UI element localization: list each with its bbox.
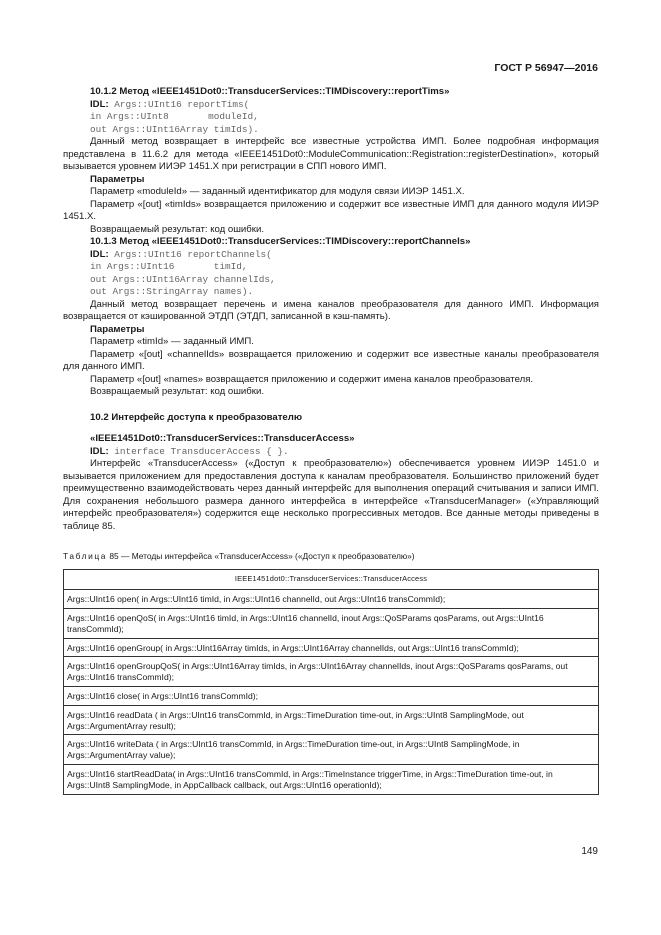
- paragraph: Данный метод возвращает перечень и имена каналов преобразователя для данного ИМП. Информация возвращается от кэшированной ЭТДП (ЭТДП, записанной в кэш-память).: [63, 298, 599, 322]
- idl-code: Args::UInt16 reportChannels(: [108, 248, 272, 260]
- section-heading: 10.2 Интерфейс доступа к преобразователю: [90, 411, 303, 423]
- table-row: [64, 705, 599, 735]
- section-subheading: «IEEE1451Dot0::TransducerServices::TransducerAccess»: [90, 433, 355, 444]
- idl-label: IDL:: [90, 248, 109, 260]
- table-row: [64, 638, 599, 657]
- page-number: 149: [581, 846, 598, 857]
- table-row: [64, 735, 599, 765]
- paragraph: Интерфейс «TransducerAccess» («Доступ к преобразователю») обеспечивается уровнем ИИЭР 1451.0 и вызывается приложением для предоставления доступа к каналам преобразователя. Большинство приложений будет преимущественно взаимодействовать через данный интерфейс для выполнения операций считывания и записи ИМП. Для сохранения небольшого размера данного интерфейса в интерфейсе «TransducerManager» («Управляющий интерфейс преобразователя») содержится еще несколько прогрессивных методов. Все данные методы приведены в таблице 85.: [63, 458, 599, 532]
- param-description: Параметр «moduleId» — заданный идентификатор для модуля связи ИИЭР 1451.X.: [90, 186, 465, 197]
- table-cell: Args::UInt16 readData ( in Args::UInt16 transCommId, in Args::TimeDuration time-out, in Args::UInt8 SamplingMode, out Args::ArgumentArray result);: [64, 705, 599, 735]
- idl-code: out Args::UInt16Array timIds).: [90, 123, 259, 135]
- params-title: Параметры: [90, 323, 145, 335]
- param-description: Параметр «[out] «timIds» возвращается приложению и содержит все известные ИМП для данного модуля ИИЭР 1451.X.: [63, 198, 599, 222]
- table-row: [64, 687, 599, 706]
- param-description: Параметр «[out] «channelIds» возвращается приложению и содержит все известные каналы преобразователя для данного ИМП.: [63, 348, 599, 372]
- table-row: [64, 609, 599, 639]
- document-header: ГОСТ Р 56947—2016: [494, 62, 598, 74]
- table-caption: [63, 550, 599, 563]
- idl-code: Args::UInt16 reportTims(: [108, 98, 250, 110]
- idl-code: interface TransducerAccess { }.: [108, 445, 289, 457]
- table-cell: Args::UInt16 openQoS( in Args::UInt16 timId, in Args::UInt16 channelId, inout Args::QoSParams qosParams, out Args::UInt16 transCommId);: [64, 609, 599, 639]
- params-title: Параметры: [90, 173, 145, 185]
- table-row: [64, 590, 599, 609]
- idl-code: in Args::UInt16 timId,: [90, 261, 248, 272]
- idl-label: IDL:: [90, 445, 109, 457]
- section-10-1-2: [63, 86, 599, 236]
- table-cell: Args::UInt16 openGroup( in Args::UInt16Array timIds, in Args::UInt16Array channelIds, out Args::UInt16 transCommId);: [64, 638, 599, 657]
- table-row: [64, 765, 599, 795]
- table-caption-text: 85 — Методы интерфейса «TransducerAccess» («Доступ к преобразователю»): [107, 551, 415, 561]
- section-10-2: [63, 412, 599, 534]
- section-heading: 10.1.2 Метод «IEEE1451Dot0::TransducerServices::TIMDiscovery::reportTims»: [90, 86, 450, 97]
- paragraph: Данный метод возвращает в интерфейс все известные устройства ИМП. Более подробная информация представлена в 11.6.2 для метода «IEEE1451Dot0::ModuleCommunication::Registration::registerDestination», который вызывается уровнем ИИЭР 1451.X при регистрации в СПП нового ИМП.: [63, 136, 599, 172]
- param-description: Параметр «timId» — заданный ИМП.: [90, 336, 254, 347]
- idl-code: in Args::UInt8 moduleId,: [90, 111, 259, 122]
- idl-label: IDL:: [90, 98, 109, 110]
- section-heading: 10.1.3 Метод «IEEE1451Dot0::TransducerServices::TIMDiscovery::reportChannels»: [90, 236, 471, 247]
- table-cell: Args::UInt16 openGroupQoS( in Args::UInt16Array timIds, in Args::UInt16Array channelIds, inout Args::QoSParams qosParams, out Args::UInt16 transCommId);: [64, 657, 599, 687]
- table-header: IEEE1451dot0::TransducerServices::TransducerAccess: [64, 569, 599, 590]
- return-value: Возвращаемый результат: код ошибки.: [90, 223, 264, 235]
- table-cell: Args::UInt16 open( in Args::UInt16 timId, in Args::UInt16 channelId, out Args::UInt16 transCommId);: [64, 590, 599, 609]
- page-content: [63, 86, 599, 795]
- idl-code: out Args::StringArray names).: [90, 286, 254, 297]
- idl-code: out Args::UInt16Array channelIds,: [90, 273, 276, 285]
- table-cell: Args::UInt16 writeData ( in Args::UInt16 transCommId, in Args::TimeDuration time-out, in Args::UInt8 SamplingMode, in Args::ArgumentArray value);: [64, 735, 599, 765]
- return-value: Возвращаемый результат: код ошибки.: [90, 386, 264, 397]
- table-cell: Args::UInt16 close( in Args::UInt16 transCommId);: [64, 687, 599, 706]
- table-cell: Args::UInt16 startReadData( in Args::UInt16 transCommId, in Args::TimeInstance triggerTime, in Args::TimeDuration time-out, in Args::UInt8 SamplingMode, in AppCallback callback, out Args::UInt16 operationId);: [64, 765, 599, 795]
- table-caption-prefix: Таблица: [63, 551, 108, 561]
- section-10-1-3: [63, 236, 599, 399]
- methods-table: [63, 569, 599, 795]
- table-row: [64, 657, 599, 687]
- param-description: Параметр «[out] «names» возвращается приложению и содержит имена каналов преобразователя.: [90, 373, 534, 385]
